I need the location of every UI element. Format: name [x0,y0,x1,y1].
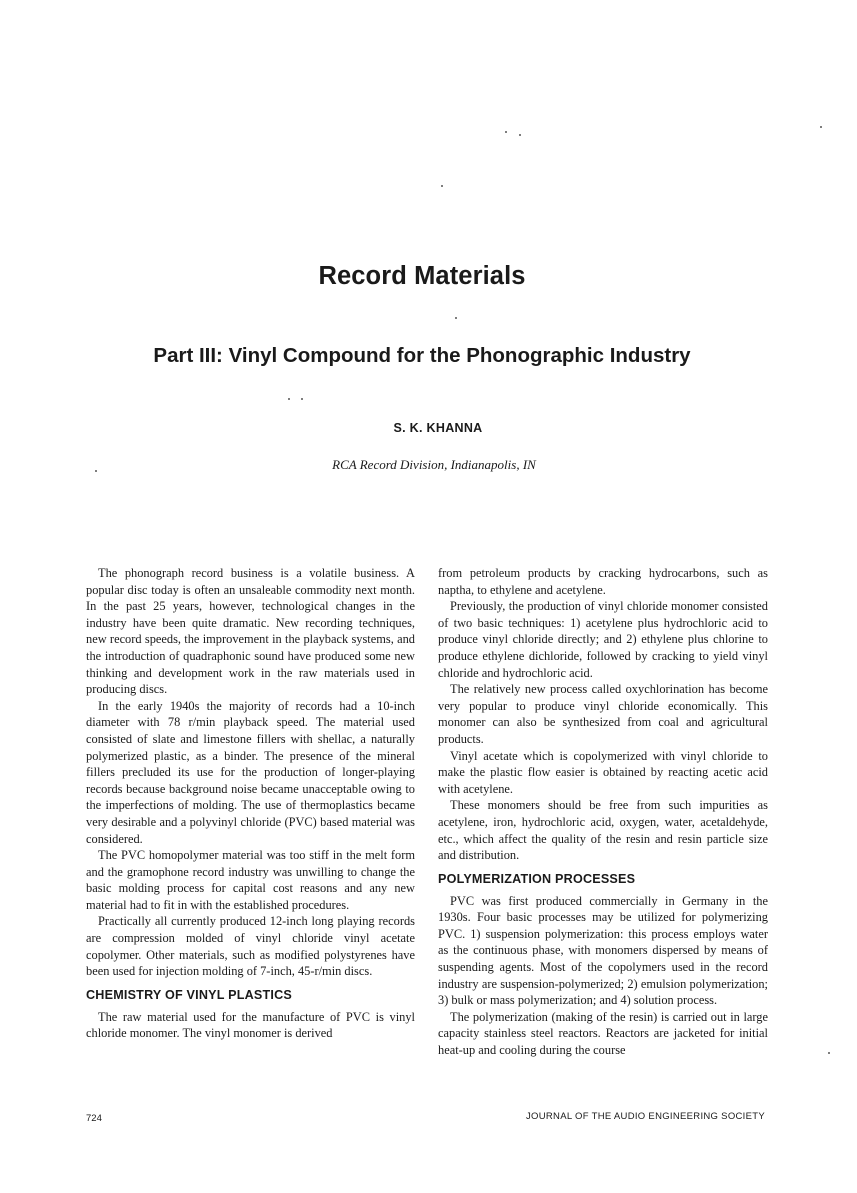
scan-speck [828,1052,830,1054]
right-column [438,565,768,1059]
scan-speck [288,398,290,400]
paragraph: Previously, the production of vinyl chloride monomer consisted of two basic techniques: 1) acetylene plus hydrochloric acid to produce vinyl chloride directly; and 2) ethylene plus chlorine to produce ethylene dichloride, followed by cracking to yield vinyl chloride and hydrochloric acid. [438,599,768,680]
article-title: Record Materials [318,262,526,290]
journal-footer: JOURNAL OF THE AUDIO ENGINEERING SOCIETY [526,1111,765,1122]
left-column [86,565,415,1042]
section-heading: POLYMERIZATION PROCESSES [438,871,636,886]
paragraph: The polymerization (making of the resin) is carried out in large capacity stainless steel reactors. Reactors are jacketed for initial heat-up and cooling during the course [438,1009,768,1058]
scan-speck [441,185,443,187]
paragraph: Practically all currently produced 12-inch long playing records are compression molded of vinyl chloride vinyl acetate copolymer. Other materials, such as modified polystyrenes have been used for injection molding of 7-inch, 45-r/min discs. [86,914,415,979]
paragraph: The phonograph record business is a volatile business. A popular disc today is often an unsaleable commodity next month. In the past 25 years, however, technological changes in the industry have been quite dramatic. New recording techniques, new record speeds, the improvement in the playback systems, and the introduction of quadraphonic sound have produced some new thinking and development work in the raw materials used in producing discs. [86,566,415,697]
scan-speck [505,131,507,133]
paragraph: The relatively new process called oxychlorination has become very popular to produce vinyl chloride economically. This monomer can also be synthesized from coal and agricultural products. [438,682,768,746]
scan-speck [301,398,303,400]
paragraph: In the early 1940s the majority of records had a 10-inch diameter with 78 r/min playback speed. The material used consisted of slate and limestone fillers with shellac, a naturally polymerized plastic, as a binder. The presence of the mineral fillers precluded its use for the production of longer-playing records because background noise became unacceptable owing to the imperfections of molding. The use of thermoplastics became very desirable and a polyvinyl chloride (PVC) based material was considered. [86,698,415,846]
scan-speck [455,317,457,319]
scan-speck [820,126,822,128]
section-heading: CHEMISTRY OF VINYL PLASTICS [86,987,292,1002]
article-subtitle: Part III: Vinyl Compound for the Phonographic Industry [153,344,691,367]
page-number: 724 [86,1113,102,1124]
paragraph: These monomers should be free from such impurities as acetylene, iron, hydrochloric acid, oxygen, water, acetaldehyde, etc., which affect the quality of the resin and resin particle size and distribution. [438,798,768,863]
paragraph: The raw material used for the manufacture of PVC is vinyl chloride monomer. The vinyl monomer is derived [86,1009,415,1041]
scan-speck [519,134,521,136]
scan-speck [95,470,97,472]
paragraph: The PVC homopolymer material was too stiff in the melt form and the gramophone record industry was unwilling to change the basic molding process for capital cost reasons and any new material had to fit in with the established procedures. [86,848,415,912]
paragraph: PVC was first produced commercially in Germany in the 1930s. Four basic processes may be utilized for polymerizing PVC. 1) suspension polymerization: this process employs water as the continuous phase, with monomers dispersed by means of suspending agents. Most of the copolymers used in the record industry are suspension-polymerized; 2) emulsion polymerization; 3) bulk or mass polymerization; and 4) solution process. [438,893,768,1008]
paragraph: from petroleum products by cracking hydrocarbons, such as naptha, to ethylene and acetylene. [438,566,768,597]
author-affiliation: RCA Record Division, Indianapolis, IN [332,457,536,472]
paragraph: Vinyl acetate which is copolymerized with vinyl chloride to make the plastic flow easier is obtained by reacting acetic acid with acetylene. [438,748,768,796]
author-name: S. K. KHANNA [393,421,483,435]
